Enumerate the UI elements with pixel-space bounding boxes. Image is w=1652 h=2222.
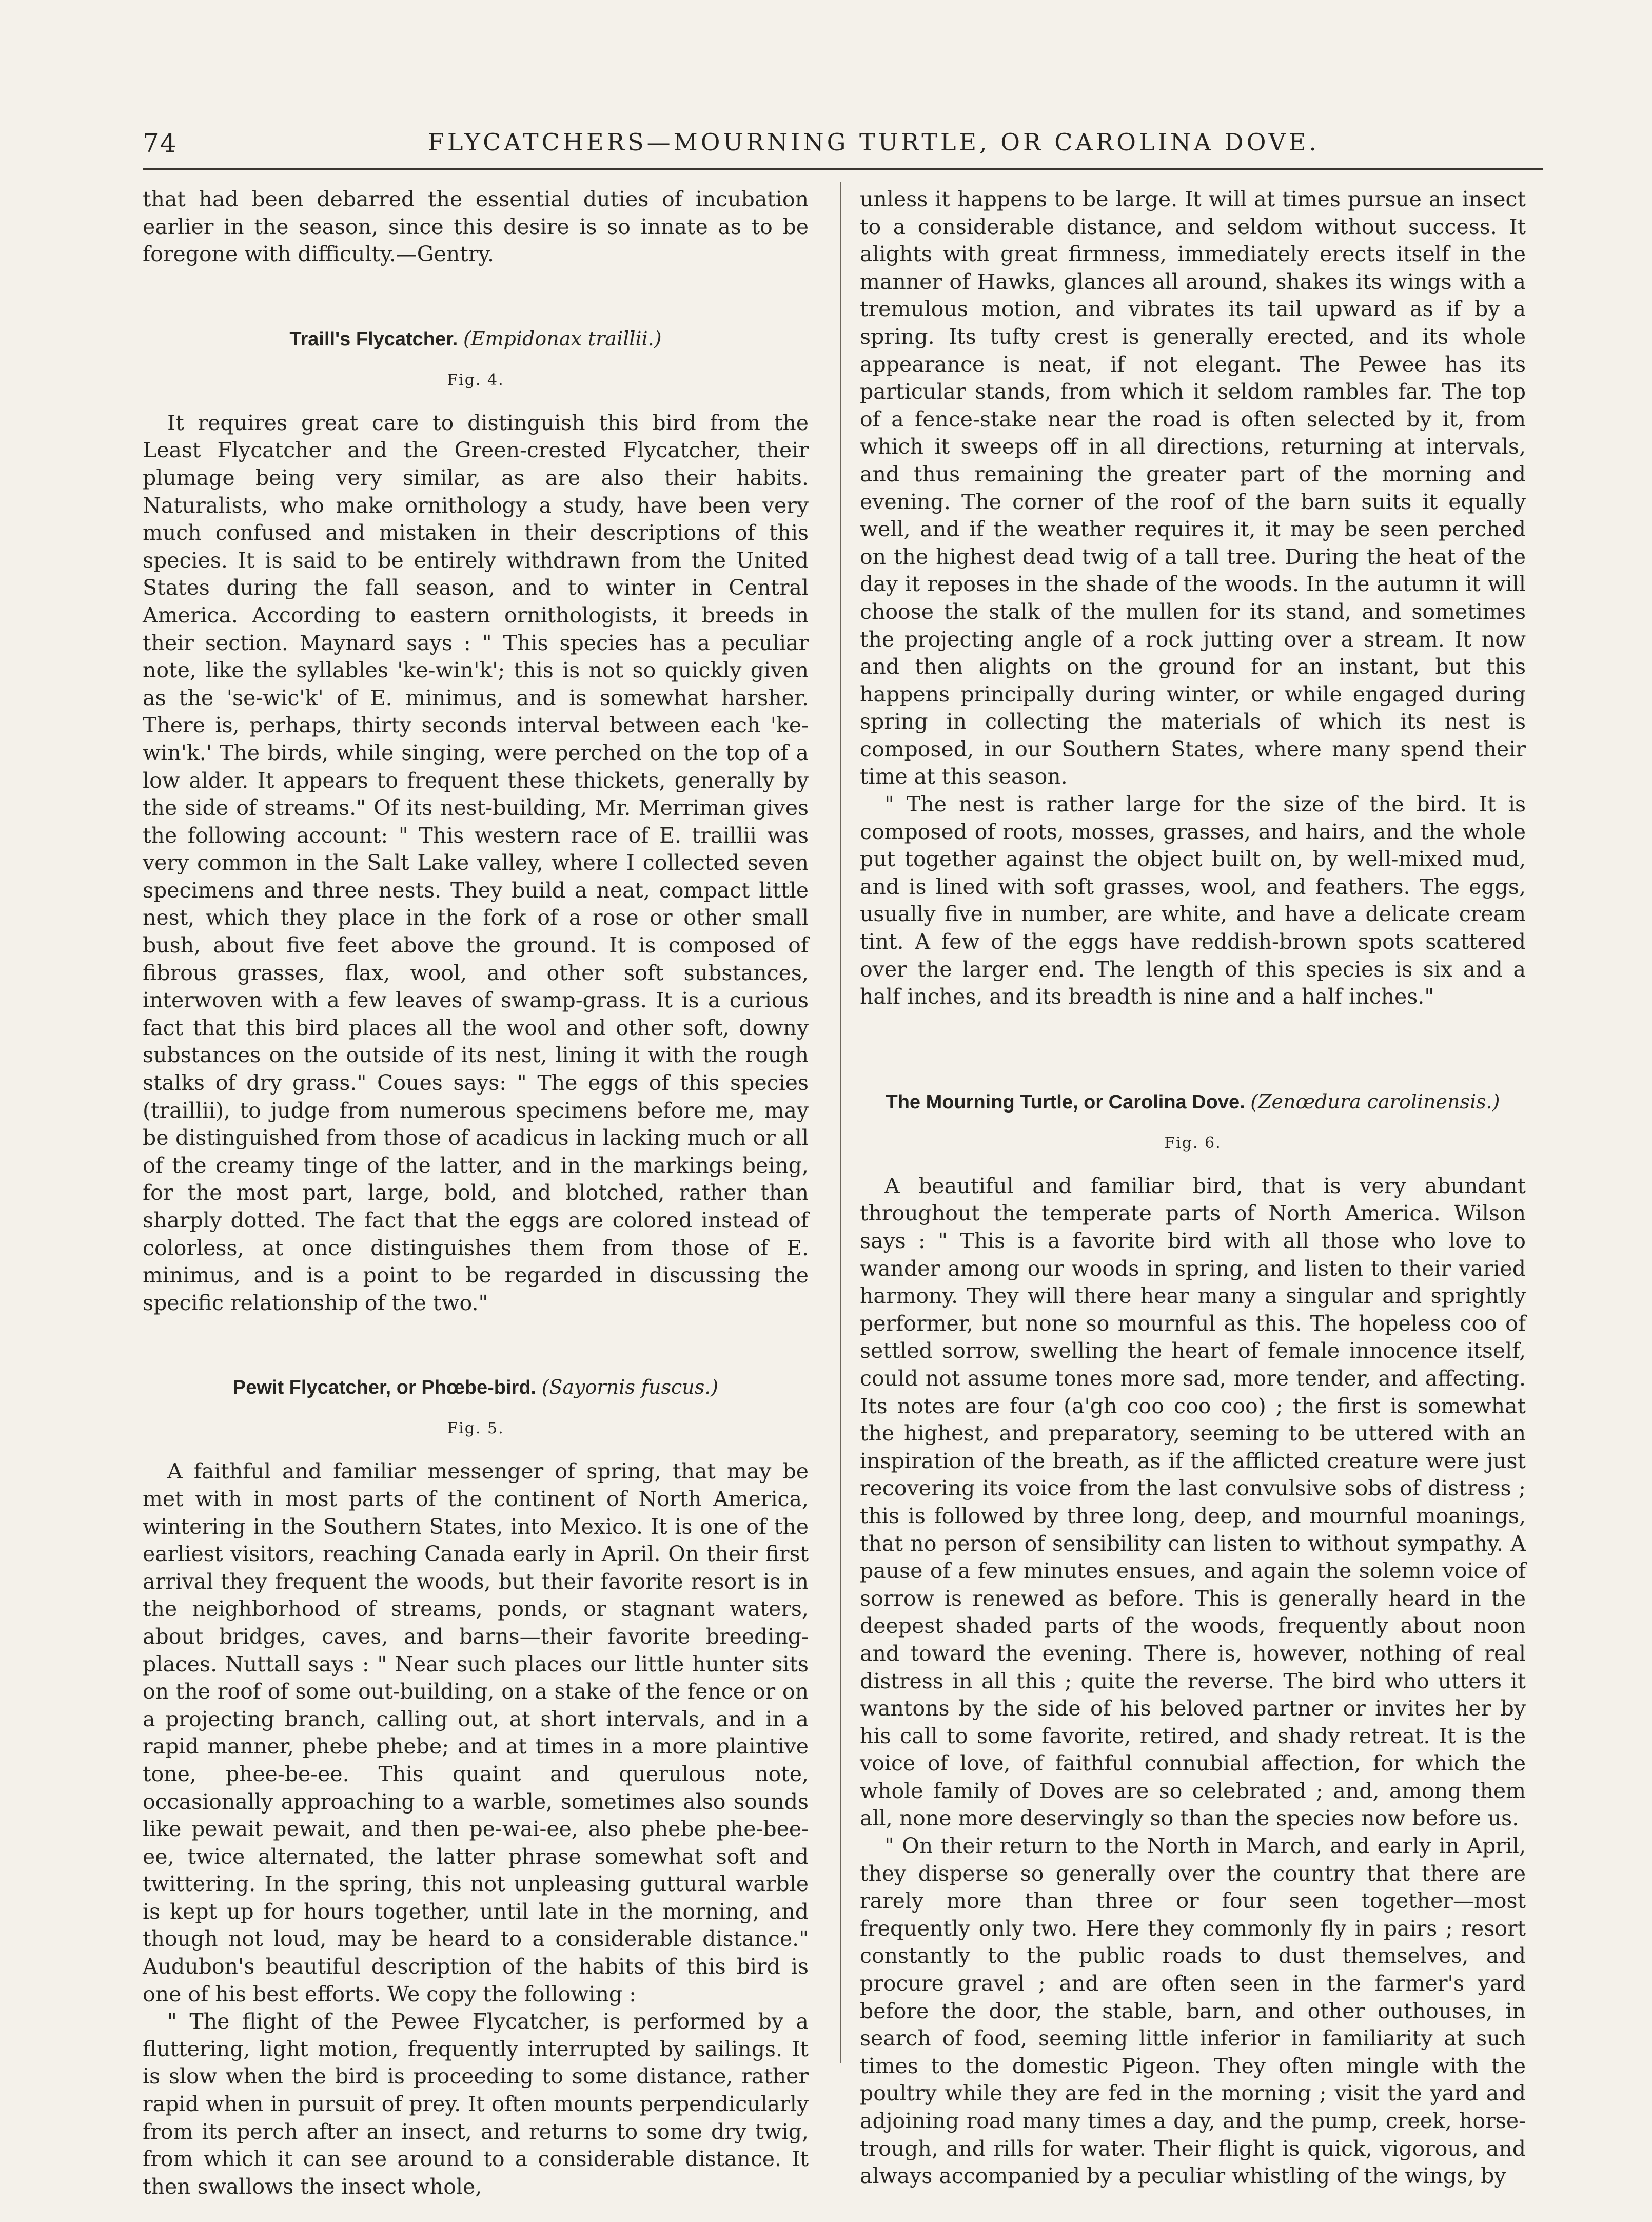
figure-label: Fig. 5. — [447, 1419, 504, 1438]
right-column — [860, 186, 1526, 2190]
paragraph: " The flight of the Pewee Flycatcher, is performed by a fluttering, light motion, frequently interrupted by sailings. It is slow when the bird is proceeding to some distance, rather rapid when in pursuit of prey. It often mounts perpendicularly from its perch after an insect, and returns to some dry twig, from which it can see around to a considerable distance. It then swallows the insect whole, — [143, 2009, 809, 2199]
section-heading-pewit — [143, 1373, 809, 1401]
section-title: The Mourning Turtle, or Carolina Dove. — [886, 1091, 1245, 1113]
latin-name: (Sayornis fuscus.) — [541, 1376, 719, 1399]
figure-label: Fig. 6. — [1164, 1134, 1222, 1152]
paragraph: " On their return to the North in March, and early in April, they disperse so generally over the country that there are rarely more than three or four seen together—most frequently only two. Here they commonly fly in pairs ; resort constantly to the public roads to dust themselves, and procure gravel ; and are often seen in the farmer's yard before the door, the stable, barn, and other outhouses, in search of food, seeming little inferior in familiarity at such times to the domestic Pigeon. They often mingle with the poultry while they are fed in the morning ; visit the yard and adjoining road many times a day, and the pump, creek, horse-trough, and rills for water. Their flight is quick, vigorous, and always accompanied by a peculiar whistling of the wings, by — [860, 1834, 1526, 2189]
page-number: 74 — [143, 128, 178, 158]
continuation-paragraph: unless it happens to be large. It will at times pursue an insect to a considerable distance, and seldom without success. It alights with great firmness, immediately erects itself in the manner of Hawks, glances all around, shakes its wings with a tremulous motion, and vibrates its tail upward as if by a spring. Its tufty crest is generally erected, and its whole appearance is neat, if not elegant. The Pewee has its particular stands, from which it seldom rambles far. The top of a fence-stake near the road is often selected by it, from which it sweeps off in all directions, returning at intervals, and thus remaining the greater part of the morning and evening. The corner of the roof of the barn suits it equally well, and if the weather requires it, it may be seen perched on the highest dead twig of a tall tree. During the heat of the day it reposes in the shade of the woods. In the autumn it will choose the stalk of the mullen for its stand, and sometimes the projecting angle of a rock jutting over a stream. It now and then alights on the ground for an instant, but this happens principally during winter, or while engaged during spring in collecting the materials of which its nest is composed, in our Southern States, where many spend their time at this season. — [860, 187, 1526, 789]
section-heading-traill — [143, 325, 809, 353]
paragraph: " The nest is rather large for the size of the bird. It is composed of roots, mosses, grasses, and hairs, and the whole put together against the object built on, by well-mixed mud, and is lined with soft grasses, wool, and feathers. The eggs, usually five in number, are white, and have a delicate cream tint. A few of the eggs have reddish-brown spots scattered over the larger end. The length of this species is six and a half inches, and its breadth is nine and a half inches." — [860, 792, 1526, 1009]
header-rule — [143, 168, 1543, 170]
paragraph: A beautiful and familiar bird, that is very abundant throughout the temperate parts of North America. Wilson says : " This is a favorite bird with all those who love to wander among our woods in spring, and listen to their varied harmony. They will there hear many a singular and sprightly performer, but none so mournful as this. The hopeless coo of settled sorrow, swelling the heart of female innocence itself, could not assume tones more sad, more tender, and affecting. Its notes are four (a'gh coo coo coo) ; the first is somewhat the highest, and preparatory, seeming to be uttered with an inspiration of the breath, as if the afflicted creature were just recovering its voice from the last convulsive sobs of distress ; this is followed by three long, deep, and mournful moanings, that no person of sensibility can listen to without sympathy. A pause of a few minutes ensues, and again the solemn voice of sorrow is renewed as before. This is generally heard in the deepest shaded parts of the woods, frequently about noon and toward the evening. There is, however, nothing of real distress in all this ; quite the reverse. The bird who utters it wantons by the side of his beloved partner or invites her by his call to some favorite, retired, and shady retreat. It is the voice of love, of faithful connubial affection, for which the whole family of Doves are so celebrated ; and, among them all, none more deservingly so than the species now before us. — [860, 1173, 1526, 1831]
section-title: Traill's Flycatcher. — [289, 328, 458, 350]
paragraph: It requires great care to distinguish this bird from the Least Flycatcher and the Green-crested Flycatcher, their plumage being very similar, as are also their habits. Naturalists, who make ornithology a study, have been very much confused and mistaken in their descriptions of this species. It is said to be entirely withdrawn from the United States during the fall season, and to winter in Central America. According to eastern ornithologists, it breeds in their section. Maynard says : " This species has a peculiar note, like the syllables 'ke-win'k'; this is not so quickly given as the 'se-wic'k' of E. minimus, and is somewhat harsher. There is, perhaps, thirty seconds interval between each 'ke-win'k.' The birds, while singing, were perched on the top of a low alder. It appears to frequent these thickets, generally by the side of streams." Of its nest-building, Mr. Merriman gives the following account: " This western race of E. traillii was very common in the Salt Lake valley, where I collected seven specimens and three nests. They build a neat, compact little nest, which they place in the fork of a rose or other small bush, about five feet above the ground. It is composed of fibrous grasses, flax, wool, and other soft substances, interwoven with a few leaves of swamp-grass. It is a curious fact that this bird places all the wool and other soft, downy substances on the outside of its nest, lining it with the rough stalks of dry grass." Coues says: " The eggs of this species (traillii), to judge from numerous specimens before me, may be distinguished from those of acadicus in lacking much or all of the creamy tinge of the latter, and in the markings being, for the most part, large, bold, and blotched, rather than sharply dotted. The fact that the eggs are colored instead of colorless, at once distinguishes them from those of E. minimus, and is a point to be regarded in discussing the specific relationship of the two." — [143, 410, 809, 1315]
column-divider — [840, 182, 841, 2063]
latin-name: (Zenœdura carolinensis.) — [1250, 1090, 1500, 1113]
paragraph: A faithful and familiar messenger of spring, that may be met with in most parts of the continent of North America, wintering in the Southern States, into Mexico. It is one of the earliest visitors, reaching Canada early in April. On their first arrival they frequent the woods, but their favorite resort is in the neighborhood of streams, ponds, or stagnant waters, about bridges, caves, and barns—their favorite breeding-places. Nuttall says : " Near such places our little hunter sits on the roof of some out-building, on a stake of the fence or on a projecting branch, calling out, at short intervals, and in a rapid manner, phebe phebe; and at times in a more plaintive tone, phee-be-ee. This quaint and querulous note, occasionally approaching to a warble, sometimes also sounds like pewait pewait, and then pe-wai-ee, also phebe phe-bee-ee, twice alternated, the latter phrase somewhat soft and twittering. In the spring, this not unpleasing guttural warble is kept up for hours together, until late in the morning, and though not loud, may be heard to a considerable distance." Audubon's beautiful description of the habits of this bird is one of his best efforts. We copy the following : — [143, 1459, 809, 2006]
continuation-paragraph: that had been debarred the essential duties of incubation earlier in the season, since this desire is so innate as to be foregone with difficulty.—Gentry. — [143, 187, 809, 267]
running-title: FLYCATCHERS—MOURNING TURTLE, OR CAROLINA DOVE. — [427, 128, 1320, 156]
section-heading-dove — [860, 1088, 1526, 1116]
section-title: Pewit Flycatcher, or Phœbe-bird. — [232, 1377, 537, 1399]
page-header — [143, 128, 1543, 159]
left-column — [143, 186, 809, 2200]
latin-name: (Empidonax traillii.) — [463, 327, 662, 350]
figure-label: Fig. 4. — [447, 371, 504, 389]
